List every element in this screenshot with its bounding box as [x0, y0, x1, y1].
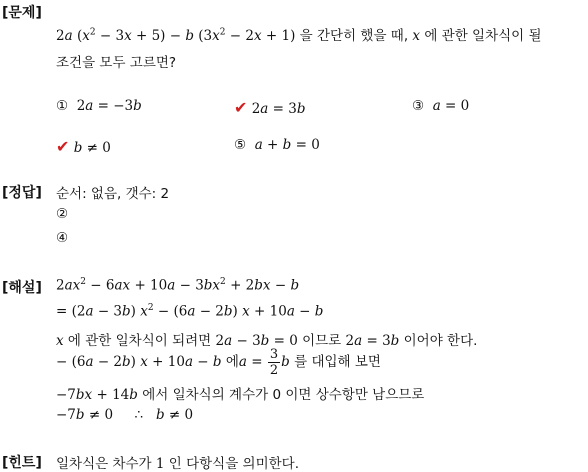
solution-line-6: −7b ≠ 0 ∴ b ≠ 0 [56, 407, 194, 423]
problem-line-1: 2a $(x^2 - 3x + 5) - b$ $(3x^2 - 2x + 1)$ 을 간단히 했을 때, x 에 관한 일차식이 될 [56, 27, 542, 44]
solution-line-2: = (2a − 3b) $x^2 - (6a - 2b) x + 10a - b$ [56, 303, 324, 320]
problem-text-2: 에 관한 일차식이 될 [424, 28, 542, 44]
problem-label: [문제] [2, 5, 42, 21]
hint-text: 일차식은 차수가 1 인 다항식을 의미한다. [56, 456, 299, 472]
solution-line-5: −7bx + 14b 에서 일차식의 계수가 0 이면 상수항만 남으므로 [56, 387, 425, 403]
solution-line-1: $2ax^2 - 6ax + 10a - 3bx^2 + 2bx - b$ [56, 277, 300, 294]
answer-label: [정답] [2, 185, 42, 201]
answer-item-2: ④ [56, 230, 69, 246]
check-mark-icon: ✔ [56, 137, 70, 156]
answer-item-1: ② [56, 206, 69, 222]
choice-5[interactable]: ⑤ a + b = 0 [234, 137, 320, 153]
choice-2[interactable]: ✔ 2a = 3b [234, 98, 306, 117]
solution-line-3: x 에 관한 일차식이 되려면 2a − 3b = 0 이므로 2a = 3b 이어야 한다. [56, 333, 478, 349]
check-mark-icon: ✔ [234, 98, 248, 117]
problem-line-2: 조건을 모두 고르면? [56, 55, 177, 71]
problem-text-1: 을 간단히 했을 때, [299, 28, 409, 44]
choice-1[interactable]: ① 2a = −3b [56, 98, 142, 114]
solution-label: [해설] [2, 280, 42, 296]
answer-summary: 순서: 없음, 갯수: 2 [56, 186, 170, 202]
problem-var-x: x [412, 28, 421, 44]
fraction-3-over-2: $\frac{3}{2}$ [269, 347, 279, 378]
choice-3[interactable]: ③ a = 0 [412, 98, 470, 114]
solution-line-4: − (6a − 2b) x + 10a − b 에a = $\frac{3}{2}$ b 를 대입해 보면 [56, 347, 381, 378]
hint-label: [힌트] [2, 455, 42, 471]
choice-4[interactable]: ✔ b ≠ 0 [56, 137, 111, 156]
